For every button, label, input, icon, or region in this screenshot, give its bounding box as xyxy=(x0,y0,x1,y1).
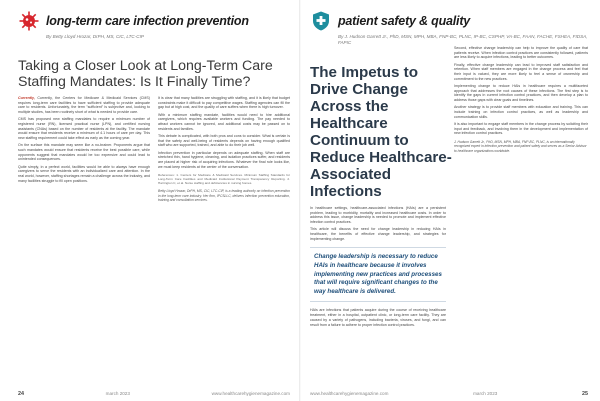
right-page xyxy=(300,0,600,401)
right-article-title: The Impetus to Drive Change Across the Healthcare Continuum to Reduce Healthcare-Associated Infections xyxy=(310,64,452,200)
left-footer xyxy=(18,391,290,397)
footer-url-left[interactable]: www.healthcarehygienemagazine.com xyxy=(211,391,290,396)
left-byline: By Betty Lloyd Hrozar, DrPH, MS, CIC, LTC-CIP xyxy=(46,34,144,39)
right-paragraph: Implementing change to reduce HAIs in healthcare requires a multifaceted approach that addresses the root causes of these infections. The first step is to identify the gaps in current infection control practices, and then develop a plan to address those gaps with clear goals and timelines. xyxy=(454,83,588,103)
left-paragraph: This debate is complicated, with both pros and cons to consider. What is certain is that the safety and well-being of residents depends on having enough qualified staff who are supported, trained, and able to do their job well. xyxy=(158,133,290,148)
left-paragraph: Quite simply, in a perfect world, facilities would be able to always have enough caregivers to serve the residents with an individualized care and attention. In the real world, however, staffing shortages remain a challenge across the industry, and many facilities struggle to fill open positions. xyxy=(18,164,150,183)
footer-url-right[interactable]: www.healthcarehygienemagazine.com xyxy=(310,391,389,396)
left-paragraph: CMS has proposed new staffing mandates to require a minimum number of registered nurse (RN), licensed practical nurse (LPN), and certified nursing assistants (CNAs) based on the number of residents at the facility. The mandate would ensure that residents receive a minimum of 4.1 hours of care per day. This new staffing requirement could take effect as early as the coming year. xyxy=(18,117,150,141)
author-bio: Betty Lloyd Hrozar, DrPH, MS, CIC, LTC-CIP, is a leading authority on infection prevention in the long-term care industry. Her firm, IPCSLLC, delivers infection prevention education, training and consultation services. xyxy=(158,189,290,202)
left-paragraph: On the surface this mandate may seem like a no-brainer. Proponents argue that such mandates would ensure that residents receive the best possible care, while opponents suggest that mandates would be too expensive and could lead to unintended consequences. xyxy=(18,143,150,162)
right-paragraph: In healthcare settings, healthcare-associated infections (HAIs) are a persistent problem, leading to morbidity, mortality and increased healthcare costs. In order to address this issue, change leadership is needed to promote and implement effective infection control practices. xyxy=(310,206,446,225)
right-column-2-text xyxy=(454,46,588,136)
author-bio: J. Hudson Garrett Jr., PhD, MSN, MPH, MBA, FNP-BC, PLNC, is an internationally recognized expert in infection prevention and patient safety and serves as a Senior Advisor to healthcare organizations worldwide. xyxy=(454,139,587,153)
right-footer xyxy=(310,391,588,397)
right-column-1-text-b xyxy=(310,308,446,327)
page-number-left: 24 xyxy=(18,391,24,397)
left-paragraph: Infection prevention in particular depends on adequate staffing. When staff are stretched thin, hand hygiene, cleaning, and isolation practices suffer, and residents are placed at higher risk of acquiring infections. Whatever the final rule looks like, we must keep residents at the center of the conversation. xyxy=(158,150,290,169)
infection-virus-icon xyxy=(18,10,40,32)
left-section-header xyxy=(18,10,290,32)
right-byline: By J. Hudson Garrett Jr., PhD, MSN, MPH, MBA, FNP-BC, PLNC, IP-BC, CSPHP, VA-BC, FAAN, FACHE, FSHEA, FIDSA, FAPIC xyxy=(338,34,588,45)
patient-shield-icon xyxy=(310,10,332,32)
right-paragraph: This article will discuss the need for change leadership in reducing HAIs in healthcare, the benefits of effective change leadership, and strategies for implementing change. xyxy=(310,227,446,241)
left-section-title: long-term care infection prevention xyxy=(46,14,249,28)
left-column-2 xyxy=(158,96,290,202)
left-paragraph: With a minimum staffing mandate, facilities would need to hire additional caregivers, which requires available workers and funding. The pay needed to attract workers cannot be ignored, and additional costs may be passed on to residents and families. xyxy=(158,112,290,131)
right-paragraph: Second, effective change leadership can help to improve the quality of care that patients receive. When infection control practices are consistently followed, patients are less likely to acquire infections, leading to better outcomes. xyxy=(454,46,588,60)
right-paragraph: Another strategy is to provide staff members with education and training. This can include training on infection control practices, as well as leadership and communication skills. xyxy=(454,105,588,119)
right-column-1-text xyxy=(310,206,446,241)
right-paragraph: Finally, effective change leadership can lead to improved staff satisfaction and retention. When staff members are engaged in the change process and feel that their input is valued, they are more likely to feel a sense of ownership and commitment to the new practices. xyxy=(454,62,588,81)
pull-quote: Change leadership is necessary to reduce HAIs in healthcare because it involves implementing new practices and processes that will require significant changes to the way healthcare is delivered. xyxy=(310,247,446,302)
left-article-title: Taking a Closer Look at Long-Term Care Staffing Mandates: Is It Finally Time? xyxy=(18,58,273,90)
right-paragraph: HAIs are infections that patients acquire during the course of receiving healthcare treatment, either in a hospital, outpatient clinic, or long-term care facility. They are caused by a variety of pathogens, including bacteria, viruses, and fungi, and can result from a failure to adhere to proper infection control practices. xyxy=(310,308,446,327)
left-paragraph: It is clear that many facilities are struggling with staffing, and it is likely that budget constraints make it difficult to pay competitive wages. Staffing agencies can fill the gap but at high cost, and the quality of care suffers when there is high turnover. xyxy=(158,96,290,110)
lead-in: Currently, xyxy=(18,96,35,100)
footer-date-right: march 2023 xyxy=(473,391,498,396)
left-body-columns xyxy=(18,96,290,202)
right-column-1 xyxy=(310,46,452,330)
right-section-header xyxy=(310,10,588,32)
references: References: 1. Centers for Medicare & Medicaid Services. Minimum Staffing Standards for Long-Term Care Facilities and Medicaid Institutional Payment Transparency Reporting. 2. Harrington C, et al. Nurse staffing and deficiencies in nursing homes. xyxy=(158,173,290,186)
footer-date-left: march 2023 xyxy=(105,391,130,396)
left-paragraph: Currently, Currently, the Centers for Medicare & Medicaid Services (CMS) requires long-term care facilities to have sufficient staffing to provide adequate care to residents. Unfortunately, the term "sufficient" is subjective and, looking to multiple studies, has been routinely short of what is needed to provide care. xyxy=(18,96,150,115)
page-number-right: 25 xyxy=(581,391,588,397)
right-paragraph: It is also important to engage staff members in the change process by soliciting their input and feedback, and involving them in the development and implementation of new infection control practices. xyxy=(454,121,588,136)
right-body-columns xyxy=(310,46,588,330)
right-section-title: patient safety & quality xyxy=(338,14,471,28)
left-column-1 xyxy=(18,96,150,202)
right-column-2 xyxy=(454,46,588,330)
